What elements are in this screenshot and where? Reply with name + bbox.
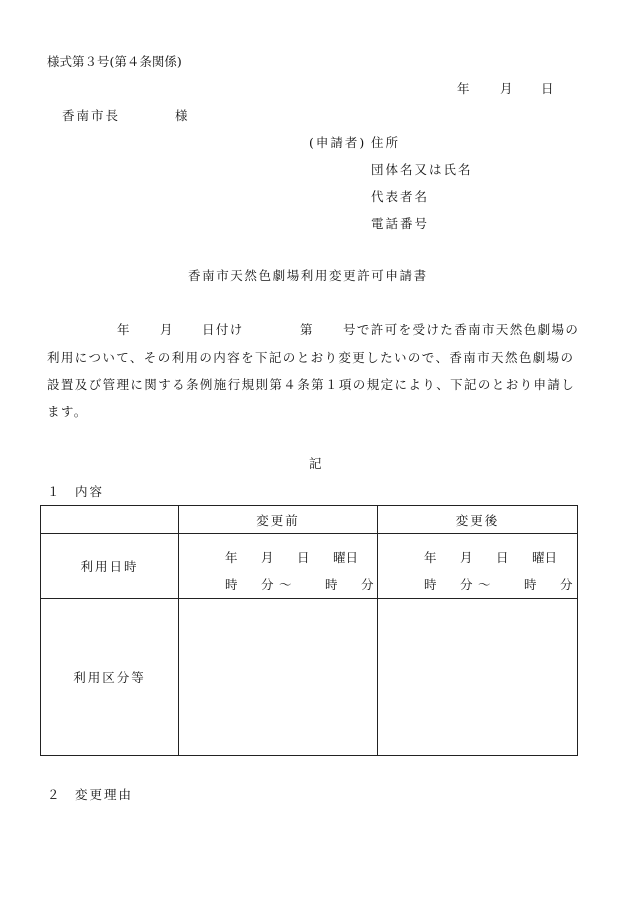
usage-before-cell[interactable] [179,599,378,756]
date-day-label: 日 [541,81,554,96]
dt-after-month: 月 [460,550,473,565]
body-number-prefix: 第 [300,322,314,337]
form-number: 様式第３号(第４条関係) [47,54,182,69]
datetime-after-cell[interactable] [378,534,578,599]
usage-after-cell[interactable] [378,599,578,756]
header-blank-cell [41,506,179,534]
date-month-label: 月 [500,81,513,96]
applicant-phone-label: 電話番号 [371,216,430,231]
applicant-address-label: 住所 [371,135,401,150]
dt-before-month: 月 [261,550,274,565]
table-row-datetime [41,534,578,599]
datetime-before-cell[interactable] [179,534,378,599]
date-year-label: 年 [457,81,470,96]
dt-before-weekday: 曜日 [333,550,359,565]
body-month-label: 月 [160,322,174,337]
body-line-4: ます。 [47,404,88,419]
header-after: 変更後 [378,506,578,534]
body-line-2: 利用について、その利用の内容を下記のとおり変更したいので、香南市天然色劇場の [47,350,575,365]
section-2-number: ２ [47,787,60,802]
dt-before-tilde: ～ [279,577,292,592]
document-title: 香南市天然色劇場利用変更許可申請書 [188,268,428,283]
ki-heading: 記 [309,456,322,471]
dt-after-end-hour: 時 [524,577,537,592]
row-label-usage: 利用区分等 [41,599,179,756]
dt-after-start-minute: 分 [460,577,473,592]
table-row-usage [41,599,578,756]
dt-after-start-hour: 時 [424,577,437,592]
section-1-label: 内容 [75,484,105,499]
dt-before-end-minute: 分 [361,577,374,592]
dt-after-weekday: 曜日 [532,550,558,565]
dt-after-day: 日 [496,550,509,565]
applicant-org-label: 団体名又は氏名 [371,162,473,177]
body-line-3: 設置及び管理に関する条例施行規則第４条第１項の規定により、下記のとおり申請し [47,377,576,392]
dt-before-year: 年 [225,550,238,565]
table-header-row [41,506,578,534]
dt-before-end-hour: 時 [325,577,338,592]
addressee-suffix: 様 [175,108,188,123]
applicant-label: (申請者) [309,135,367,150]
section-1-number: １ [47,484,60,499]
body-year-label: 年 [117,322,131,337]
dt-before-start-minute: 分 [261,577,274,592]
dt-before-start-hour: 時 [225,577,238,592]
addressee-name: 香南市長 [62,108,121,123]
dt-after-year: 年 [424,550,437,565]
section-2-label: 変更理由 [75,787,134,802]
body-dated-label: 日付け [202,322,244,337]
dt-after-tilde: ～ [478,577,491,592]
header-before: 変更前 [179,506,378,534]
row-label-datetime: 利用日時 [41,534,179,599]
body-line-1-rest: 号で許可を受けた香南市天然色劇場の [343,322,580,337]
dt-after-end-minute: 分 [560,577,573,592]
body-line-1 [47,317,587,344]
applicant-representative-label: 代表者名 [371,189,430,204]
change-table [40,505,578,756]
body-paragraph [47,317,587,425]
dt-before-day: 日 [297,550,310,565]
